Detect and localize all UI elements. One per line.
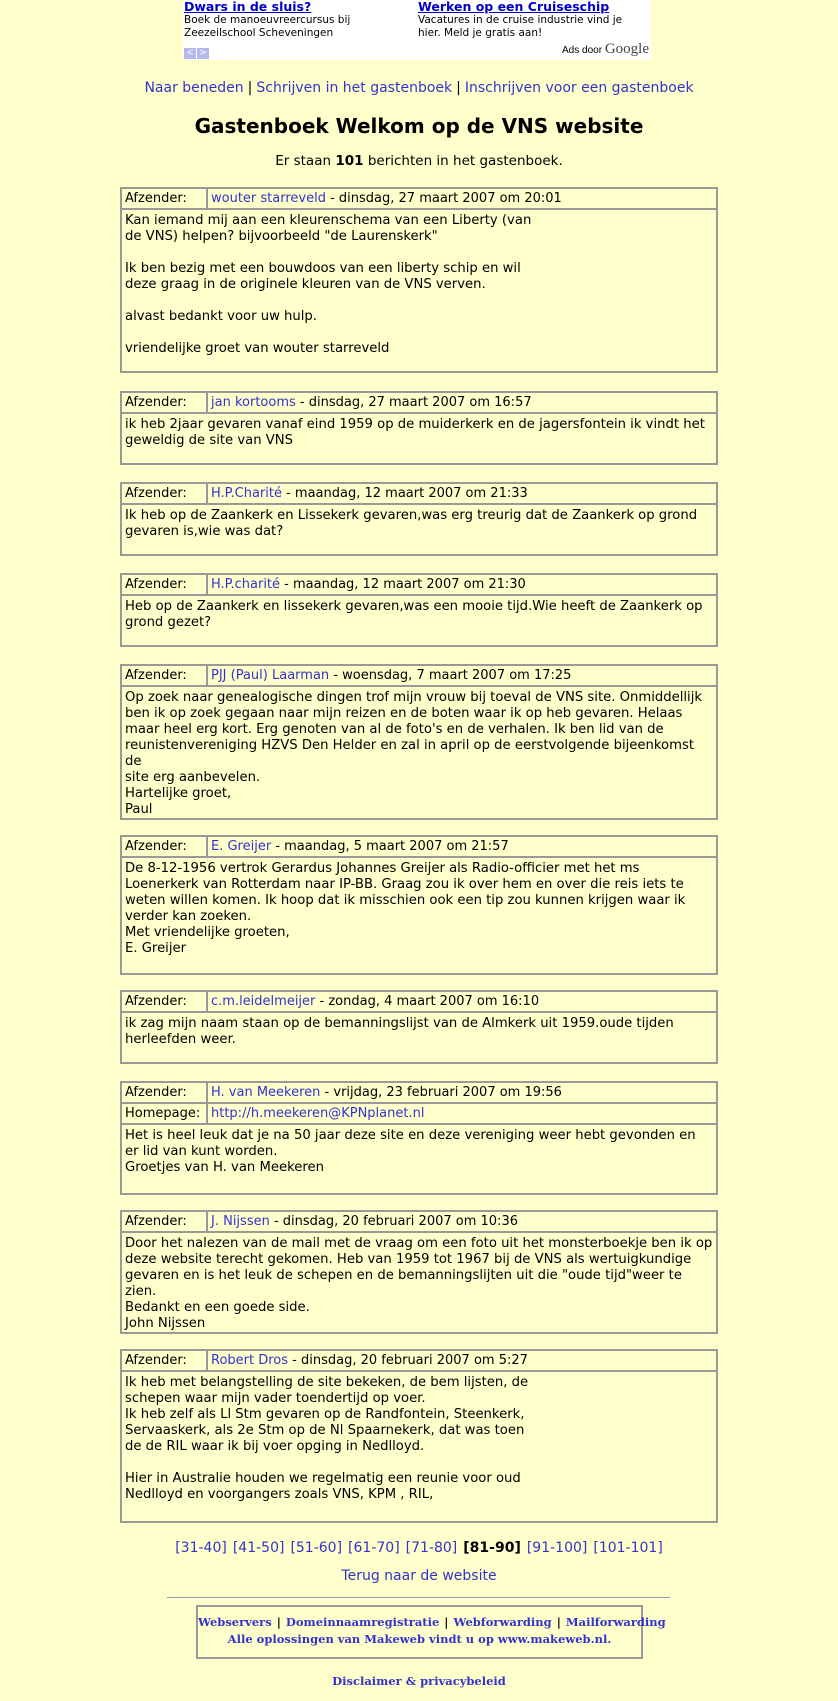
ad-next-icon[interactable]: > [197,48,209,59]
sender-row [122,189,716,210]
makeweb-mailforwarding-link[interactable]: Mailforwarding [565,1615,666,1629]
back-to-website-link[interactable]: Terug naar de website [341,1568,497,1584]
entry-date: - maandag, 12 maart 2007 om 21:30 [280,577,526,592]
footer-separator: | [276,1615,281,1629]
nav-link-signup[interactable]: Inschrijven voor een gastenboek [464,80,694,96]
ad-prev-icon[interactable]: < [184,48,196,59]
sender-row [122,992,716,1013]
entry-message: ik heb 2jaar gevaren vanaf eind 1959 op de muiderkerk en de jagersfontein ik vindt het geweldig de site van VNS [125,417,705,448]
guestbook-entry [120,835,718,975]
homepage-row [122,1104,716,1125]
sender-name-link[interactable]: jan kortooms [211,395,296,410]
ad-item-1 [184,0,409,40]
pagination [0,1539,838,1557]
sender-row [122,666,716,687]
sender-name-link[interactable]: H.P.charité [211,577,281,592]
entry-date: - dinsdag, 27 maart 2007 om 20:01 [325,191,562,206]
homepage-link[interactable]: http://h.meekeren@KPNplanet.nl [211,1106,425,1121]
count-number: 101 [335,153,364,169]
sender-label: Afzender: [122,1351,208,1370]
ad-title-link[interactable]: Werken op een Cruiseschip [418,0,610,14]
sender-label: Afzender: [122,575,208,594]
makeweb-domain-link[interactable]: Domeinnaamregistratie [285,1615,440,1629]
entry-message: Ik heb met belangstelling de site bekeken, de bem lijsten, de schepen waar mijn vader toendertijd op voer. Ik heb zelf als Ll Stm gevaren op de Randfontein, Steenkerk, Servaaskerk, als 2e Stm op de Nl Spaarnekerk, dat was toen de de RIL waar ik bij voer opging in Nedlloyd. Hier in Australie houden we regelmatig een reunie voor oud Nedlloyd en voorgangers zoals VNS, KPM , RIL, [125,1375,529,1502]
ad-block [183,0,651,60]
disclaimer [0,1673,838,1689]
sender-row [122,484,716,505]
homepage-label: Homepage: [122,1104,208,1123]
disclaimer-link[interactable]: Disclaimer & privacybeleid [332,1674,506,1688]
entry-message: Het is heel leuk dat je na 50 jaar deze site en deze vereniging weer hebt gevonden en er lid van kunt worden. Groetjes van H. van Meekeren [125,1128,696,1175]
entry-date: - maandag, 5 maart 2007 om 21:57 [271,839,509,854]
page-link-41-50[interactable]: [41-50] [232,1540,285,1556]
sender-name-link[interactable]: wouter starreveld [211,191,326,206]
entry-date: - dinsdag, 20 februari 2007 om 10:36 [269,1214,518,1229]
sender-label: Afzender: [122,992,208,1011]
guestbook-entry [120,1081,718,1195]
ads-by-google-link[interactable] [562,41,649,58]
entry-message: Kan iemand mij aan een kleurenschema van een Liberty (van de VNS) helpen? bijvoorbeeld "de Laurenskerk" Ik ben bezig met een bouwdoos van een liberty schip en wil deze graag in de originele kleuren van de VNS verven. alvast bedankt voor uw hulp. vriendelijke groet van wouter starreveld [125,213,532,356]
nav-link-down[interactable]: Naar beneden [144,80,244,96]
page-link-61-70[interactable]: [61-70] [348,1540,400,1556]
sender-value [208,1083,562,1102]
sender-row [122,1083,716,1104]
sender-label: Afzender: [122,1212,208,1231]
entry-message: Ik heb op de Zaankerk en Lissekerk gevaren,was erg treurig dat de Zaankerk op grond gevaren is,wie was dat? [125,508,698,539]
makeweb-links [198,1614,666,1631]
page-current: [81-90] [463,1540,521,1556]
sender-row [122,1351,716,1372]
sender-name-link[interactable]: H.P.Charité [211,486,282,501]
back-to-website [0,1567,838,1585]
makeweb-tagline[interactable]: Alle oplossingen van Makeweb vindt u op www.makeweb.nl. [227,1632,612,1646]
footer-separator: | [556,1615,561,1629]
page-link-51-60[interactable]: [51-60] [290,1540,343,1556]
count-post: berichten in het gastenboek. [367,153,563,169]
guestbook-entry [120,187,718,373]
sender-name-link[interactable]: H. van Meekeren [211,1085,321,1100]
entry-date: - zondag, 4 maart 2007 om 16:10 [315,994,540,1009]
sender-label: Afzender: [122,837,208,856]
entry-message: Op zoek naar genealogische dingen trof mijn vrouw bij toeval de VNS site. Onmiddellijk ben ik op zoek gegaan naar mijn reizen en de boten waar ik op heb gevaren. Helaas maar heel erg kort. Erg genoten van al de foto's en de verhalen. Ik ben lid van de reunistenvereniging HZVS Den Helder en zal in april op de eerstvolgende bijeenkomst de site erg aanbevelen. Hartelijke groet, Paul [125,690,703,817]
makeweb-webforwarding-link[interactable]: Webforwarding [453,1615,552,1629]
guestbook-entry [120,664,718,820]
page-link-101-101[interactable]: [101-101] [593,1540,663,1556]
guestbook-entry [120,482,718,556]
ad-text: Boek de manoeuvreercursus bij Zeezeilschool Scheveningen [184,14,351,39]
sender-value [208,393,532,412]
homepage-value [208,1104,424,1123]
ads-by-label: Ads door [562,45,603,56]
sender-value [208,575,526,594]
entry-date: - vrijdag, 23 februari 2007 om 19:56 [320,1085,562,1100]
sender-value [208,992,539,1011]
entry-message: ik zag mijn naam staan op de bemanningslijst van de Almkerk uit 1959.oude tijden herleefden weer. [125,1016,674,1047]
sender-label: Afzender: [122,666,208,685]
page-link-91-100[interactable]: [91-100] [526,1540,588,1556]
divider [167,1597,670,1599]
entry-message: Door het nalezen van de mail met de vraag om een foto uit het monsterboekje ben ik op deze website terecht gekomen. Heb van 1959 tot 1967 bij de VNS als wertuigkundige gevaren en is het leuk de schepen en de bemanningslijten uit die "oude tijd"weer te zien. Bedankt en een goede side. John Nijssen [125,1236,713,1331]
sender-label: Afzender: [122,393,208,412]
entry-date: - woensdag, 7 maart 2007 om 17:25 [329,668,572,683]
sender-label: Afzender: [122,484,208,503]
sender-value [208,484,528,503]
sender-name-link[interactable]: PJJ (Paul) Laarman [211,668,330,683]
sender-row [122,837,716,858]
page-link-31-40[interactable]: [31-40] [175,1540,227,1556]
nav-separator: | [247,80,253,96]
guestbook-entry [120,1349,718,1523]
nav-link-write[interactable]: Schrijven in het gastenboek [256,80,453,96]
entry-message: Heb op de Zaankerk en lissekerk gevaren,was een mooie tijd.Wie heeft de Zaankerk op grond gezet? [125,599,703,630]
nav-separator: | [456,80,461,96]
entry-message: De 8-12-1956 vertrok Gerardus Johannes Greijer als Radio-officier met het ms Loenerkerk van Rotterdam naar IP-BB. Graag zou ik over hem en over die reis iets te weten willen komen. Ik hoop dat ik misschien ook een tip zou kunnen krijgen waar ik verder kan zoeken. Met vriendelijke groeten, E. Greijer [125,861,686,956]
sender-name-link[interactable]: c.m.leidelmeijer [211,994,316,1009]
sender-row [122,393,716,414]
sender-value [208,189,562,208]
ad-text: Vacatures in de cruise industrie vind je hier. Meld je gratis aan! [418,14,623,39]
ad-navigation [184,44,210,59]
sender-value [208,837,509,856]
sender-name-link[interactable]: Robert Dros [211,1353,289,1368]
sender-value [208,1351,528,1370]
message-count [0,152,838,170]
sender-name-link[interactable]: E. Greijer [211,839,272,854]
makeweb-footer-box [196,1605,666,1659]
makeweb-webservers-link[interactable]: Webservers [198,1615,272,1629]
page-link-71-80[interactable]: [71-80] [405,1540,458,1556]
entry-date: - maandag, 12 maart 2007 om 21:33 [281,486,528,501]
top-navigation [0,79,838,97]
ad-item-2 [418,0,643,40]
guestbook-entry [120,573,718,647]
sender-row [122,575,716,596]
footer-separator: | [444,1615,449,1629]
guestbook-entry [120,990,718,1064]
google-logo: Google [604,41,649,57]
sender-value [208,1212,518,1231]
guestbook-entry [120,1210,718,1334]
entry-date: - dinsdag, 27 maart 2007 om 16:57 [295,395,532,410]
sender-label: Afzender: [122,1083,208,1102]
page-title: Gastenboek Welkom op de VNS website [194,114,644,138]
sender-value [208,666,571,685]
sender-label: Afzender: [122,189,208,208]
guestbook-entry [120,391,718,465]
ad-title-link[interactable]: Dwars in de sluis? [184,0,312,14]
sender-row [122,1212,716,1233]
entry-date: - dinsdag, 20 februari 2007 om 5:27 [288,1353,528,1368]
count-pre: Er staan [275,153,332,169]
sender-name-link[interactable]: J. Nijssen [211,1214,270,1229]
